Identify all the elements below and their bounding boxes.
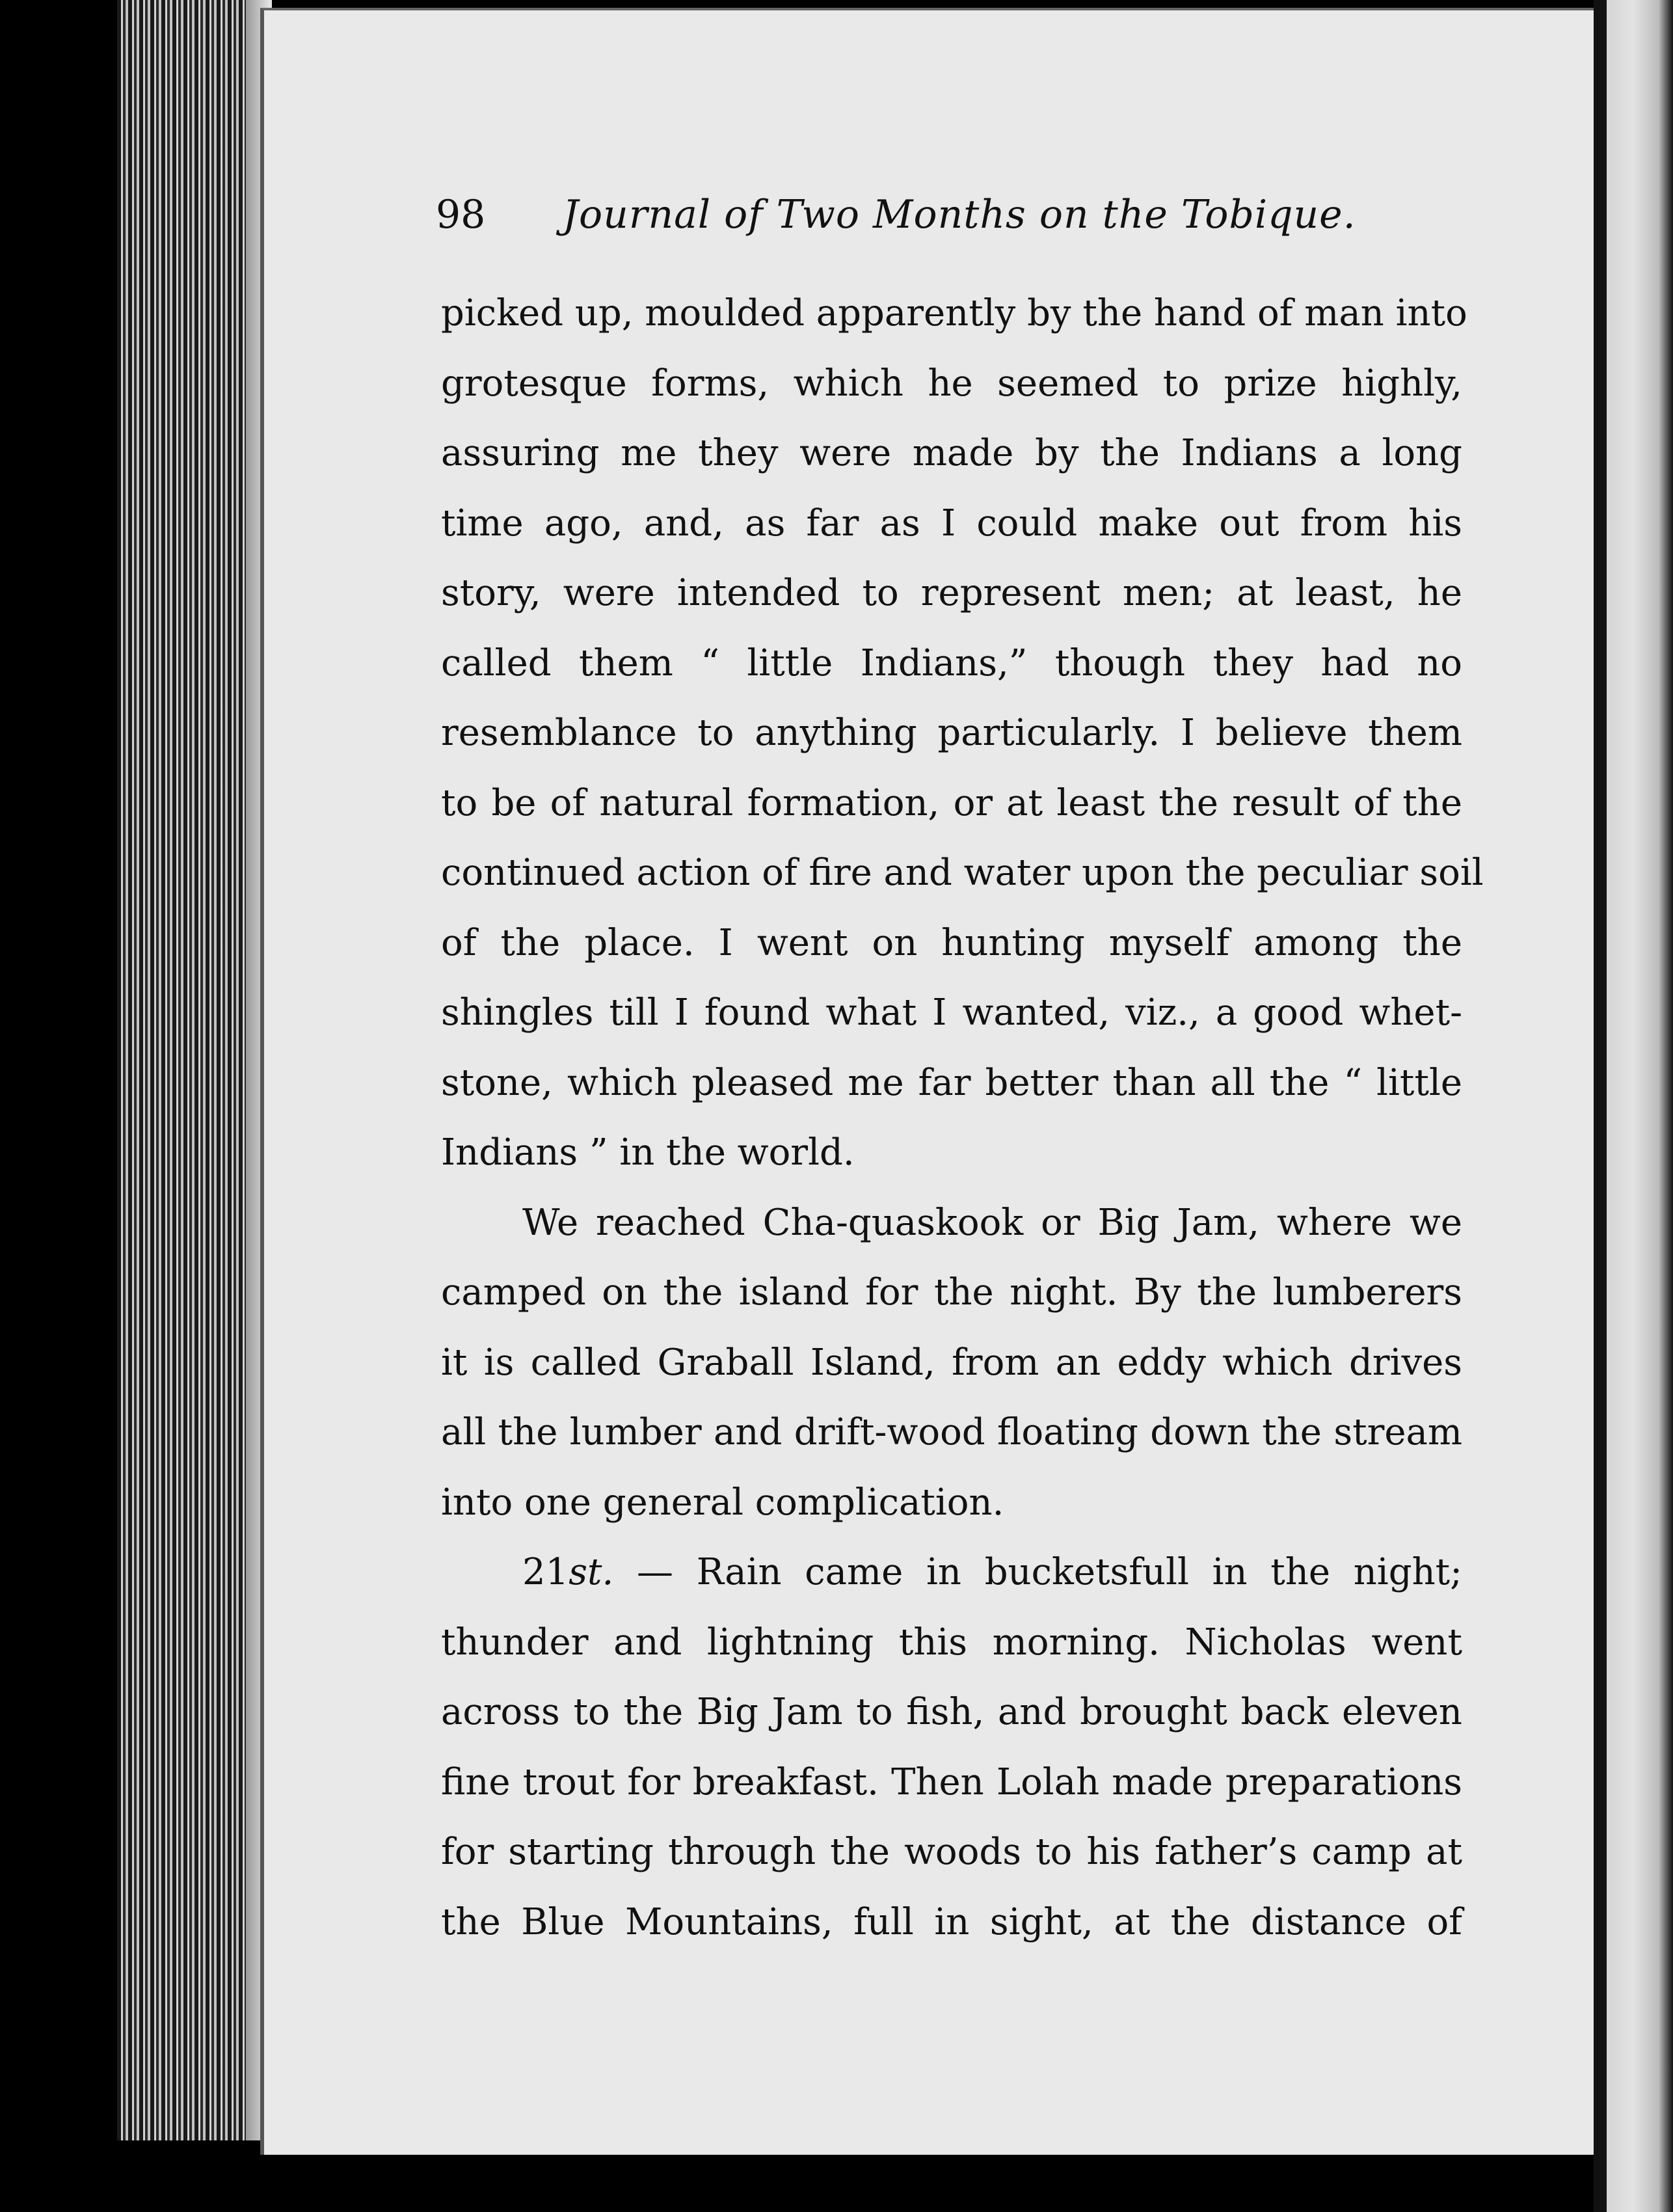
text-line: fine trout for breakfast. Then Lolah made preparations (441, 1760, 1462, 1803)
running-title: Journal of Two Months on the Tobique. (563, 192, 1356, 237)
entry-date-day: 21 (522, 1551, 569, 1593)
text-line: time ago, and, as far as I could make out from his (441, 502, 1462, 545)
text-line: called them “ little Indians,” though they had no (441, 641, 1462, 684)
text-line: to be of natural formation, or at least the result of the (441, 781, 1462, 824)
text-line: of the place. I went on hunting myself among the (441, 921, 1462, 964)
text-line: assuring me they were made by the Indians a long (441, 432, 1462, 474)
text-line: all the lumber and drift-wood floating down the stream (441, 1411, 1462, 1453)
text-line: thunder and lightning this morning. Nicholas went (441, 1621, 1462, 1664)
diary-entry-line (441, 1537, 1462, 1608)
running-header (436, 192, 1359, 250)
text-line: continued action of fire and water upon the peculiar soil (441, 852, 1484, 894)
text-line: grotesque forms, which he seemed to prize highly, (441, 362, 1462, 405)
text-line: shingles till I found what I wanted, viz., a good whet- (441, 991, 1462, 1034)
text-line: for starting through the woods to his father’s camp at (441, 1831, 1462, 1873)
text-line: story, were intended to represent men; at least, he (441, 572, 1462, 614)
text-line: resemblance to anything particularly. I believe them (441, 712, 1462, 754)
text-line: into one general complication. (441, 1481, 1004, 1524)
text-line: Indians ” in the world. (441, 1131, 855, 1174)
text-line: camped on the island for the night. By the lumberers (441, 1271, 1462, 1314)
text-line: it is called Graball Island, from an eddy which drives (441, 1341, 1462, 1384)
page-number: 98 (436, 192, 486, 237)
body-text (441, 278, 1484, 1957)
entry-text: — Rain came in bucketsfull in the night; (613, 1551, 1462, 1593)
text-line: stone, which pleased me far better than all the “ little (441, 1061, 1462, 1104)
book-binding-shadow (1594, 0, 1673, 2212)
text-line: across to the Big Jam to fish, and brought back eleven (441, 1691, 1462, 1733)
text-line: the Blue Mountains, full in sight, at the distance of (441, 1900, 1462, 1943)
book-page-edges (117, 0, 267, 2140)
text-line: picked up, moulded apparently by the hand of man into (441, 292, 1467, 334)
paragraph-start-line: We reached Cha-quaskook or Big Jam, where we (522, 1201, 1462, 1244)
entry-date-suffix: st. (569, 1551, 614, 1593)
